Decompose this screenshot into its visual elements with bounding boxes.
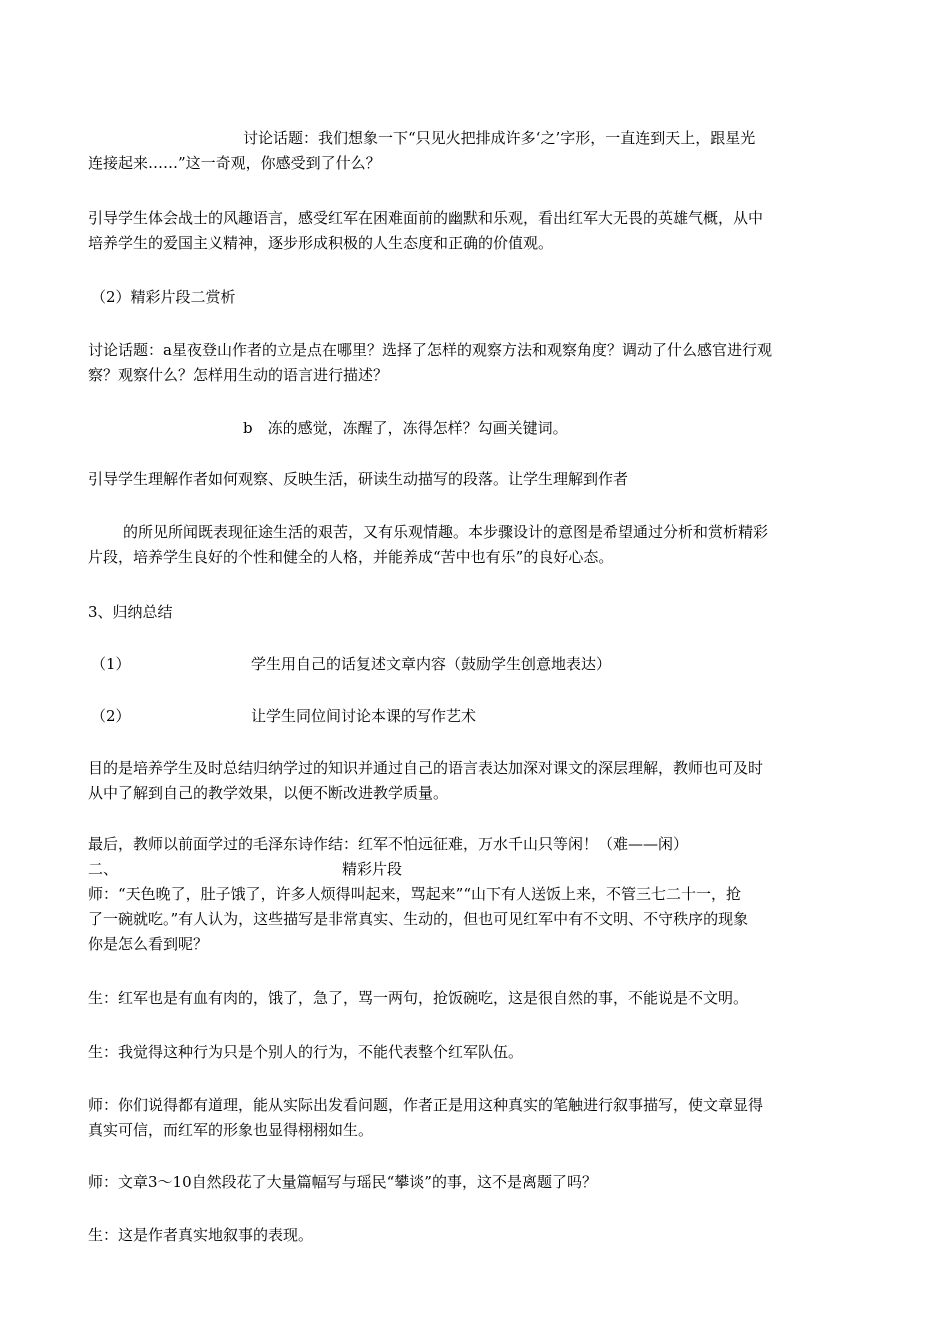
list-number-1: （1） [91,655,131,673]
heading-highlight-two: （2）精彩片段二赏析 [91,288,236,306]
dialogue-teacher-1-line-2: 了一碗就吃。”有人认为，这些描写是非常真实、生动的，但也可见红军中有不文明、不守秩序的现象 [88,910,749,928]
dialogue-student-2: 生：我觉得这种行为只是个别人的行为，不能代表整个红军队伍。 [88,1043,524,1061]
list-item-2-text: 让学生同位间讨论本课的写作艺术 [251,707,477,725]
heading-summary: 3、归纳总结 [88,603,173,621]
paragraph-discussion-topic-2-line-2: 察？观察什么？怎样用生动的语言进行描述？ [88,366,389,384]
section-number-two: 二、 [88,860,119,878]
paragraph-purpose-line-1: 目的是培养学生及时总结归纳学过的知识并通过自己的语言表达加深对课文的深层理解，教师也可及时 [88,759,764,777]
paragraph-discussion-topic-2-line-1: 讨论话题：a星夜登山作者的立是点在哪里？选择了怎样的观察方法和观察角度？调动了什么感官进行观 [88,341,772,359]
dialogue-teacher-1-line-3: 你是怎么看到呢？ [88,935,209,953]
section-title-highlights: 精彩片段 [342,860,403,878]
paragraph-design-intent-line-1: 的所见所闻既表现征途生活的艰苦，又有乐观情趣。本步骤设计的意图是希望通过分析和赏析精彩 [123,523,769,541]
paragraph-guide-1-line-1: 引导学生体会战士的风趣语言，感受红军在困难面前的幽默和乐观，看出红军大无畏的英雄气概，从中 [88,209,764,227]
dialogue-teacher-3: 师：文章3～10自然段花了大量篇幅写与瑶民“攀谈”的事，这不是离题了吗？ [88,1173,597,1191]
dialogue-teacher-2-line-1: 师：你们说得都有道理，能从实际出发看问题，作者正是用这种真实的笔触进行叙事描写，使文章显得 [88,1096,764,1114]
dialogue-student-1: 生：红军也是有血有肉的，饿了，急了，骂一两句，抢饭碗吃，这是很自然的事，不能说是不文明。 [88,989,749,1007]
list-number-2: （2） [91,707,131,725]
list-item-1-text: 学生用自己的话复述文章内容（鼓励学生创意地表达） [251,655,612,673]
paragraph-purpose-line-2: 从中了解到自己的教学效果，以便不断改进教学质量。 [88,784,449,802]
dialogue-teacher-2-line-2: 真实可信，而红军的形象也显得栩栩如生。 [88,1121,374,1139]
dialogue-teacher-1-line-1: 师：“天色晚了，肚子饿了，许多人烦得叫起来，骂起来”“山下有人送饭上来，不管三七二十一，抢 [88,885,742,903]
paragraph-design-intent-line-2: 片段，培养学生良好的个性和健全的人格，并能养成“苦中也有乐”的良好心态。 [88,548,614,566]
paragraph-item-b: b 冻的感觉，冻醒了，冻得怎样？勾画关键词。 [243,419,568,437]
dialogue-student-3: 生：这是作者真实地叙事的表现。 [88,1226,314,1244]
paragraph-guide-1-line-2: 培养学生的爱国主义精神，逐步形成积极的人生态度和正确的价值观。 [88,234,554,252]
paragraph-discussion-topic-1-line-1: 讨论话题：我们想象一下“只见火把排成许多‘之’字形，一直连到天上，跟星光 [243,129,756,147]
paragraph-conclusion-poem: 最后，教师以前面学过的毛泽东诗作结：红军不怕远征难，万水千山只等闲！（难——闲） [88,835,689,853]
paragraph-discussion-topic-1-line-2: 连接起来……”这一奇观，你感受到了什么？ [88,154,381,172]
paragraph-guide-2: 引导学生理解作者如何观察、反映生活，研读生动描写的段落。让学生理解到作者 [88,470,629,488]
